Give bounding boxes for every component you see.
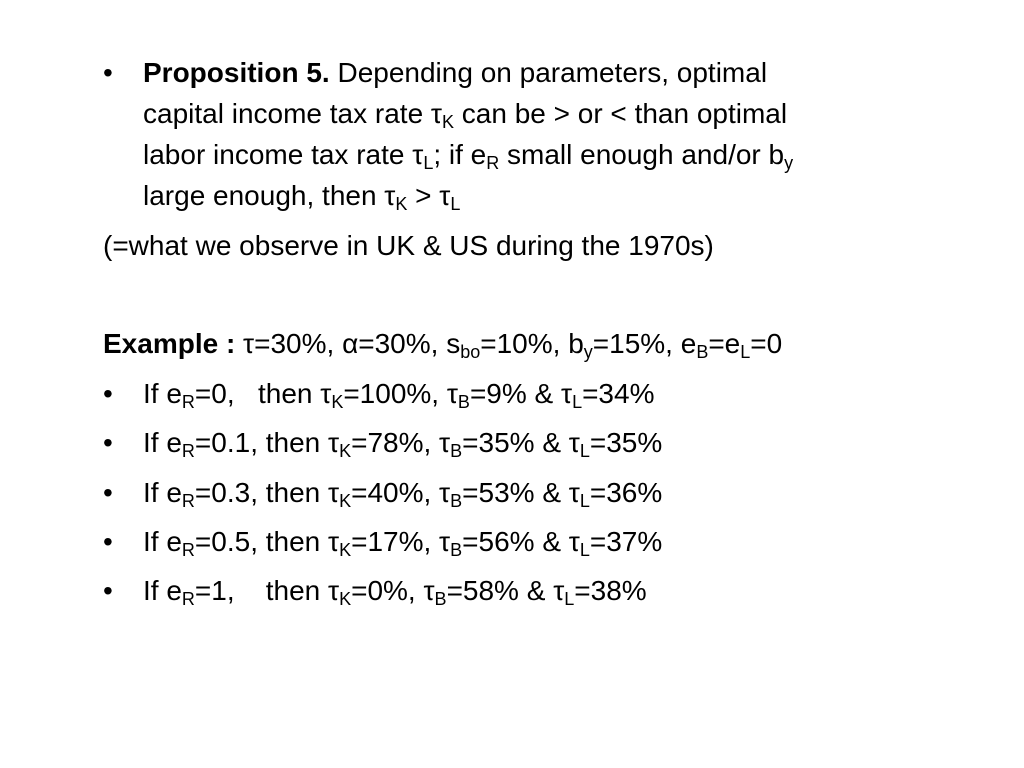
- case-item: If $e_R=0.1$, then $\tau_K=78\%$, $\tau_B=35\%$ & $\tau_L=35\%$: [143, 427, 663, 461]
- proposition-line-1: Proposition 5. Depending on parameters, optimal: [143, 57, 768, 88]
- case-item: If $e_R=0$, then $\tau_K=100\%$, $\tau_B=9\%$ & $\tau_L=34\%$: [143, 378, 655, 412]
- proposition-bullet: •: [103, 57, 113, 88]
- case-bullet: •: [103, 526, 113, 557]
- case-bullet: •: [103, 378, 113, 409]
- case-item: If $e_R=0.5$, then $\tau_K=17\%$, $\tau_B=56\%$ & $\tau_L=37\%$: [143, 526, 663, 560]
- example-line: Example : τ=30%, α=30%, $s_{bo}=10\%$, $b_y=15\%$, $e_B=e_L=0$: [103, 328, 783, 362]
- case-item: If $e_R=1$, then $\tau_K=0\%$, $\tau_B=58\%$ & $\tau_L=38\%$: [143, 575, 647, 609]
- example-label: Example :: [103, 328, 236, 359]
- observation-text: (=what we observe in UK & US during the 1970s): [103, 230, 714, 261]
- case-item: If $e_R=0.3$, then $\tau_K=40\%$, $\tau_B=53\%$ & $\tau_L=36\%$: [143, 477, 663, 511]
- proposition-line-4: large enough, then $\tau_K > \tau_L$: [143, 180, 461, 214]
- proposition-line-2: capital income tax rate $\tau_K$ can be > or < than optimal: [143, 98, 788, 132]
- proposition-title: Proposition 5.: [143, 57, 330, 88]
- case-bullet: •: [103, 575, 113, 606]
- case-bullet: •: [103, 427, 113, 458]
- proposition-line-3: labor income tax rate $\tau_L$; if $e_R$ small enough and/or $b_y$: [143, 139, 794, 173]
- case-bullet: •: [103, 477, 113, 508]
